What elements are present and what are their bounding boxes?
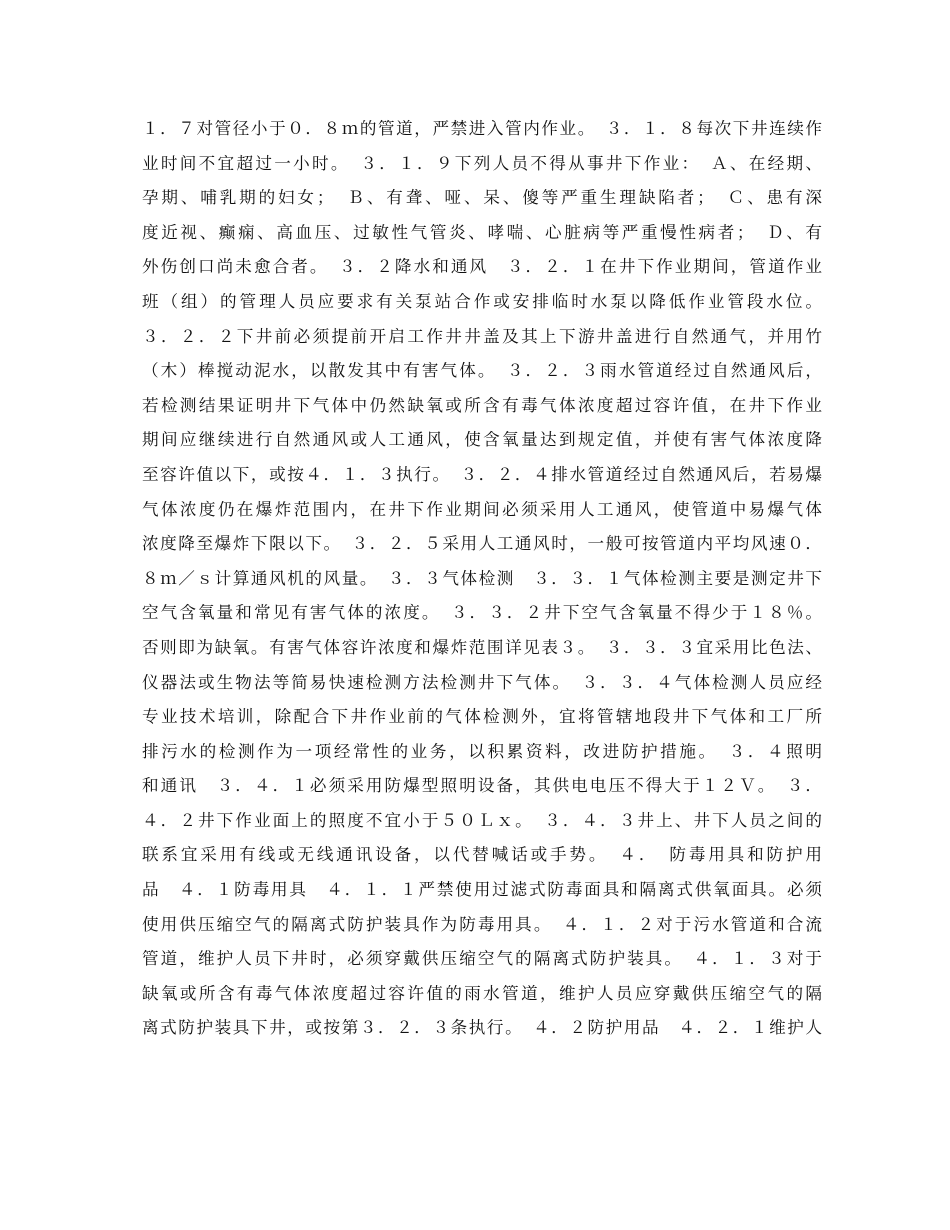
text-line: 孕期、哺乳期的妇女； Ｂ、有聋、哑、呆、傻等严重生理缺陷者； Ｃ、患有深 [142, 188, 822, 208]
text-line: 仪器法或生物法等简易快速检测方法检测井下气体。 ３．３．４气体检测人员应经 [142, 672, 822, 692]
text-line: 管道，维护人员下井时，必须穿戴供压缩空气的隔离式防护装具。 ４．１．３对于 [142, 949, 822, 969]
text-line: 联系宜采用有线或无线通讯设备，以代替喊话或手势。 ４． 防毒用具和防护用 [142, 845, 822, 865]
text-line: 空气含氧量和常见有害气体的浓度。 ３．３．２井下空气含氧量不得少于１８％。 [142, 603, 822, 623]
text-line: 气体浓度仍在爆炸范围内，在井下作业期间必须采用人工通风，使管道中易爆气体 [142, 499, 822, 519]
text-line: 班（组）的管理人员应要求有关泵站合作或安排临时水泵以降低作业管段水位。 [142, 291, 822, 311]
text-line: （木）棒搅动泥水，以散发其中有害气体。 ３．２．３雨水管道经过自然通风后， [142, 361, 822, 381]
text-line: 品 ４．１防毒用具 ４．１．１严禁使用过滤式防毒面具和隔离式供氧面具。必须 [142, 880, 822, 900]
text-line: 外伤创口尚未愈合者。 ３．２降水和通风 ３．２．１在井下作业期间，管道作业 [142, 257, 822, 277]
text-line: 否则即为缺氧。有害气体容许浓度和爆炸范围详见表３。 ３．３．３宜采用比色法、 [142, 637, 822, 657]
text-line: 至容许值以下，或按４．１．３执行。 ３．２．４排水管道经过自然通风后，若易爆 [142, 464, 822, 484]
text-line: １．７对管径小于０．８ｍ的管道，严禁进入管内作业。 ３．１．８每次下井连续作 [142, 119, 822, 138]
text-line: 浓度降至爆炸下限以下。 ３．２．５采用人工通风时，一般可按管道内平均风速０． [142, 534, 822, 554]
text-line: 专业技术培训，除配合下井作业前的气体检测外，宜将管辖地段井下气体和工厂所 [142, 707, 822, 727]
text-line: 离式防护装具下井，或按第３．２．３条执行。 ４．２防护用品 ４．２．１维护人 [142, 1018, 822, 1038]
text-line: 度近视、癫痫、高血压、过敏性气管炎、哮喘、心脏病等严重慢性病者； Ｄ、有 [142, 222, 822, 242]
text-line: 和通讯 ３．４．１必须采用防爆型照明设备，其供电电压不得大于１２Ｖ。 ３． [142, 776, 822, 796]
text-line: 业时间不宜超过一小时。 ３．１．９下列人员不得从事井下作业： Ａ、在经期、 [142, 153, 822, 173]
body-text [142, 112, 822, 1046]
text-line: ８ｍ／ｓ计算通风机的风量。 ３．３气体检测 ３．３．１气体检测主要是测定井下 [142, 568, 822, 588]
text-line: ４．２井下作业面上的照度不宜小于５０Ｌｘ。 ３．４．３井上、井下人员之间的 [142, 810, 822, 830]
text-line: 缺氧或所含有毒气体浓度超过容许值的雨水管道，维护人员应穿戴供压缩空气的隔 [142, 983, 822, 1003]
text-line: ３．２．２下井前必须提前开启工作井井盖及其上下游井盖进行自然通气，并用竹 [142, 326, 822, 346]
text-line: 排污水的检测作为一项经常性的业务，以积累资料，改进防护措施。 ３．４照明 [142, 741, 822, 761]
text-line: 若检测结果证明井下气体中仍然缺氧或所含有毒气体浓度超过容许值，在井下作业 [142, 395, 822, 415]
text-line: 使用供压缩空气的隔离式防护装具作为防毒用具。 ４．１．２对于污水管道和合流 [142, 914, 822, 934]
text-line: 期间应继续进行自然通风或人工通风，使含氧量达到规定值，并使有害气体浓度降 [142, 430, 822, 450]
